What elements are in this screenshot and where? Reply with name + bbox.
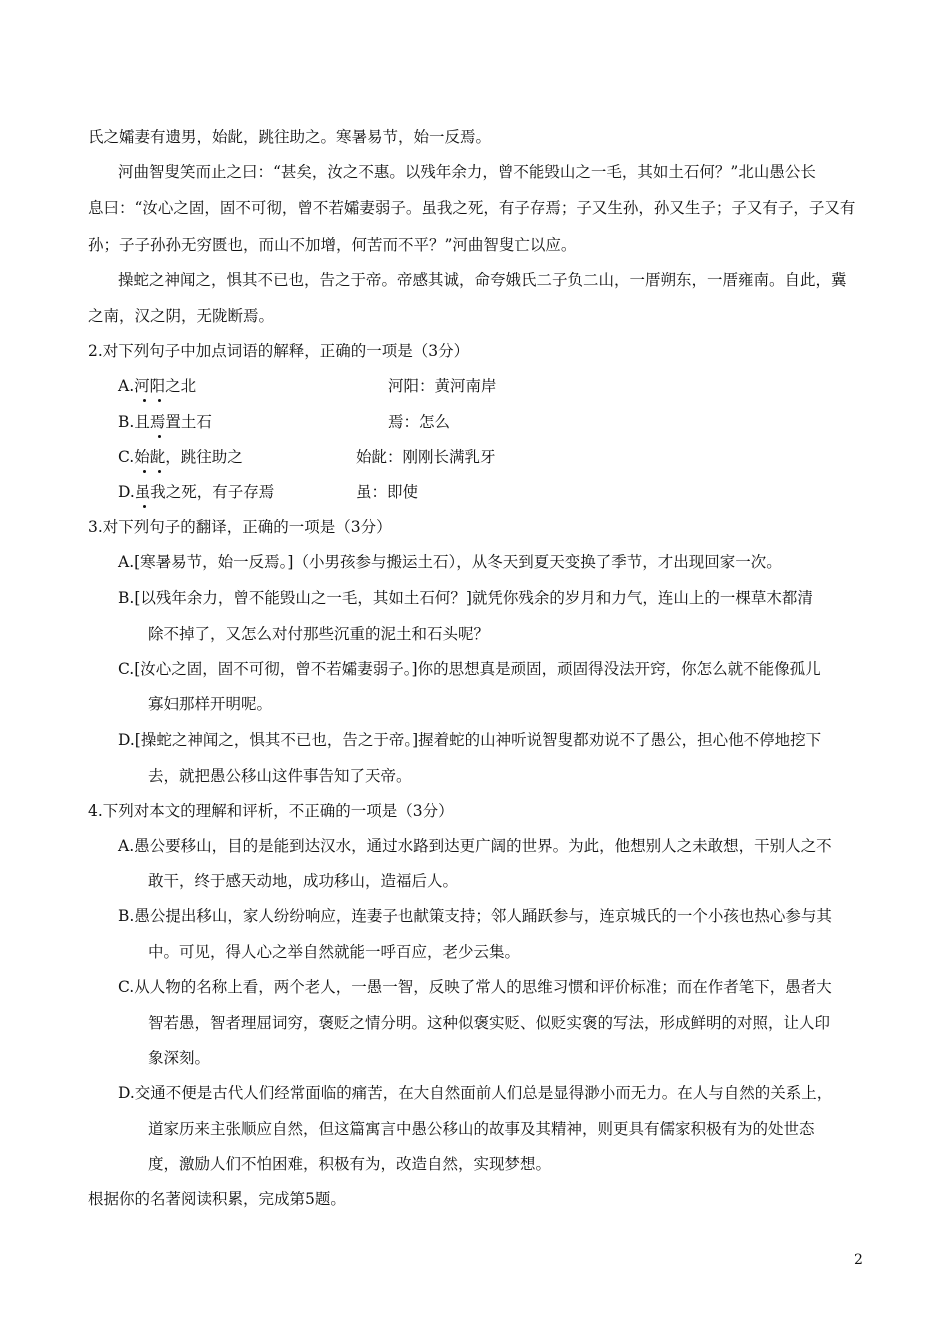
emphasis-dot [143,470,146,473]
question-4-option-d-cont: 道家历来主张顺应自然，但这篇寓言中愚公移山的故事及其精神，则更具有儒家积极有为的处世态 [148,1120,815,1138]
question-5-intro: 根据你的名著阅读积累，完成第5题。 [88,1190,346,1208]
question-3-option-b: B.[以残年余力，曾不能毁山之一毛，其如土石何？]就凭你残余的岁月和力气，连山上的一棵草木都清 [118,589,813,607]
passage-line: 息曰：“汝心之固，固不可彻，曾不若孀妻弱子。虽我之死，有子存焉；子又生孙，孙又生子；子又有子，子又有 [88,199,856,217]
option-sentence: A.河阳之北 [118,377,197,395]
question-4-option-a: A.愚公要移山，目的是能到达汉水，通过水路到达更广阔的世界。为此，他想别人之未敢想，干别人之不 [118,837,832,855]
question-3-option-d-cont: 去，就把愚公移山这件事告知了天帝。 [148,767,412,785]
option-sentence: B.且焉置土石 [118,413,212,431]
emphasis-dot [158,470,161,473]
question-3-option-a: A.[寒暑易节，始一反焉。]（小男孩参与搬运土石），从冬天到夏天变换了季节，才出现回家一次。 [118,553,782,571]
question-3-option-b-cont: 除不掉了，又怎么对付那些沉重的泥土和石头呢？ [148,625,490,643]
question-4-option-c: C.从人物的名称上看，两个老人，一愚一智，反映了常人的思维习惯和评价标准；而在作者笔下，愚者大 [118,978,832,996]
emphasis-dot [158,435,161,438]
emphasis-dot [143,505,146,508]
question-4-option-d: D.交通不便是古代人们经常面临的痛苦，在大自然面前人们总是显得渺小而无力。在人与自然的关系上， [118,1084,833,1102]
page-number: 2 [854,1252,863,1268]
question-4-option-a-cont: 敢干，终于感天动地，成功移山，造福后人。 [148,872,459,890]
option-explanation: 河阳：黄河南岸 [388,377,497,395]
emphasis-dot [158,399,161,402]
option-explanation: 焉：怎么 [388,413,451,431]
question-4-option-b-cont: 中。可见，得人心之举自然就能一呼百应，老少云集。 [148,943,521,961]
passage-line: 河曲智叟笑而止之曰：“甚矣，汝之不惠。以残年余力，曾不能毁山之一毛，其如土石何？”北山愚公长 [118,163,816,181]
question-4-option-c-cont: 智若愚，智者理屈词穷，褒贬之情分明。这种似褒实贬、似贬实褒的写法，形成鲜明的对照，让人印 [148,1014,831,1032]
option-sentence: C.始龀，跳往助之 [118,448,243,466]
question-4-option-c-cont: 象深刻。 [148,1049,211,1067]
emphasis-dot [143,399,146,402]
passage-line: 操蛇之神闻之，惧其不已也，告之于帝。帝感其诚，命夸娥氏二子负二山，一厝朔东，一厝雍南。自此，冀 [118,271,847,289]
option-explanation: 始龀：刚刚长满乳牙 [356,448,496,466]
question-3-option-c: C.[汝心之固，固不可彻，曾不若孀妻弱子。]你的思想真是顽固，顽固得没法开窍，你怎么就不能像孤儿 [118,660,821,678]
question-3-option-c-cont: 寡妇那样开明呢。 [148,695,273,713]
option-explanation: 虽：即使 [356,483,419,501]
question-2-stem: 2.对下列句子中加点词语的解释，正确的一项是（3分） [88,342,470,360]
passage-line: 之南，汉之阴，无陇断焉。 [88,307,275,325]
passage-line: 氏之孀妻有遗男，始龀，跳往助之。寒暑易节，始一反焉。 [88,128,492,146]
question-4-option-b: B.愚公提出移山，家人纷纷响应，连妻子也献策支持；邻人踊跃参与，连京城氏的一个小孩也热心参与其 [118,907,832,925]
option-sentence: D.虽我之死，有子存焉 [118,483,275,501]
question-3-stem: 3.对下列句子的翻译，正确的一项是（3分） [88,518,392,536]
question-4-option-d-cont: 度，激励人们不怕困难，积极有为，改造自然，实现梦想。 [148,1155,552,1173]
question-4-stem: 4.下列对本文的理解和评析，不正确的一项是（3分） [88,802,454,820]
passage-line: 孙；子子孙孙无穷匮也，而山不加增，何苦而不平？”河曲智叟亡以应。 [88,236,577,254]
question-3-option-d: D.[操蛇之神闻之，惧其不已也，告之于帝。]握着蛇的山神听说智叟都劝说不了愚公，担心他不停地挖下 [118,731,822,749]
